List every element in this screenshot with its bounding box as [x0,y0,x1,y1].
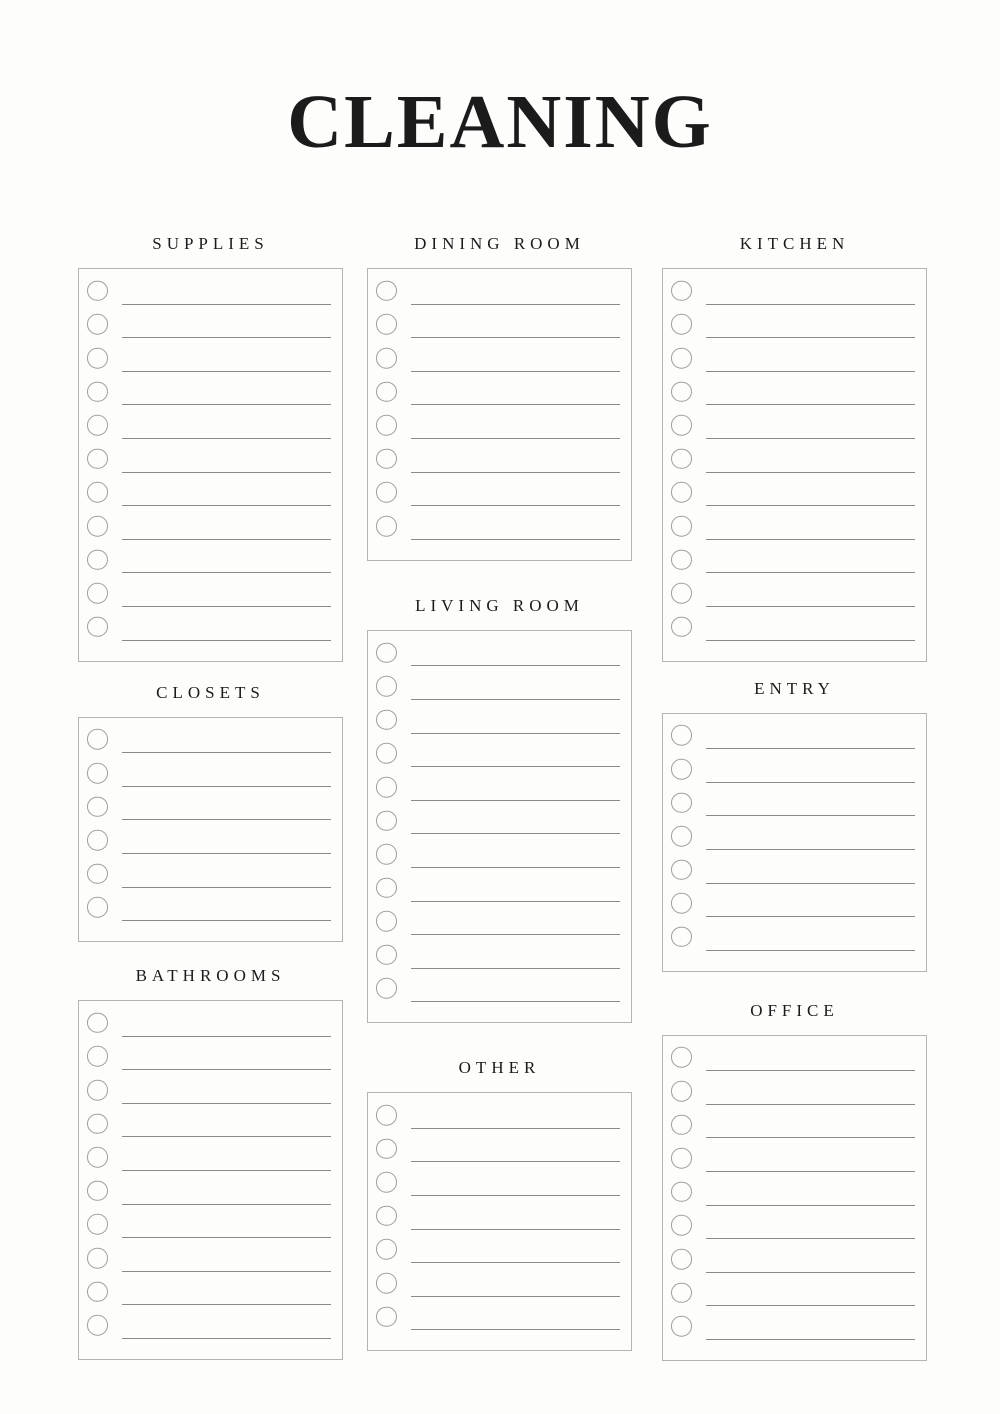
write-in-line[interactable] [122,606,331,607]
checklist-row [87,341,333,375]
write-in-line[interactable] [706,304,915,305]
checkbox-circle-icon[interactable] [376,1306,397,1327]
write-in-line[interactable] [411,833,620,834]
checklist-row [87,823,333,857]
write-in-line[interactable] [706,782,915,783]
write-in-line[interactable] [706,1272,915,1273]
write-in-line[interactable] [122,1204,331,1205]
checklist-row [671,375,917,409]
checkbox-circle-icon[interactable] [87,482,108,503]
write-in-line[interactable] [122,819,331,820]
checkbox-circle-icon[interactable] [87,863,108,884]
checkbox-circle-icon[interactable] [671,381,692,402]
checklist-box-other [367,1092,632,1351]
write-in-line[interactable] [411,1001,620,1002]
checkbox-circle-icon[interactable] [87,729,108,750]
checklist-row [87,543,333,577]
write-in-line[interactable] [706,404,915,405]
checkbox-circle-icon[interactable] [376,448,397,469]
section-title: CLOSETS [156,682,265,702]
checklist-row [376,476,622,510]
checklist-row [87,308,333,342]
checkbox-circle-icon[interactable] [376,911,397,932]
checkbox-circle-icon[interactable] [87,415,108,436]
checkbox-circle-icon[interactable] [671,415,692,436]
write-in-line[interactable] [706,1339,915,1340]
checkbox-circle-icon[interactable] [87,1147,108,1168]
checklist-row [376,1233,622,1267]
checkbox-circle-icon[interactable] [671,448,692,469]
checkbox-circle-icon[interactable] [87,616,108,637]
checklist-row [376,837,622,871]
checklist-row [87,756,333,790]
checkbox-circle-icon[interactable] [87,763,108,784]
checklist-row [87,576,333,610]
checkbox-circle-icon[interactable] [87,281,108,302]
checklist-row [376,308,622,342]
write-in-line[interactable] [122,1271,331,1272]
checklist-row [376,274,622,308]
write-in-line[interactable] [706,849,915,850]
write-in-line[interactable] [411,968,620,969]
checkbox-circle-icon[interactable] [87,1281,108,1302]
write-in-line[interactable] [411,371,620,372]
checklist-row [87,274,333,308]
checklist-row [87,1006,333,1040]
write-in-line[interactable] [411,539,620,540]
checkbox-circle-icon[interactable] [376,1105,397,1126]
checkbox-circle-icon[interactable] [376,844,397,865]
checkbox-circle-icon[interactable] [376,281,397,302]
checkbox-circle-icon[interactable] [87,897,108,918]
checkbox-circle-icon[interactable] [376,945,397,966]
checklist-row [671,274,917,308]
checkbox-circle-icon[interactable] [671,1215,692,1236]
write-in-line[interactable] [706,505,915,506]
write-in-line[interactable] [122,539,331,540]
write-in-line[interactable] [122,572,331,573]
checklist-row [376,636,622,670]
write-in-line[interactable] [411,1161,620,1162]
checkbox-circle-icon[interactable] [376,1273,397,1294]
write-in-line[interactable] [411,337,620,338]
write-in-line[interactable] [411,766,620,767]
write-in-line[interactable] [411,699,620,700]
write-in-line[interactable] [706,539,915,540]
checklist-row [87,891,333,925]
write-in-line[interactable] [706,1171,915,1172]
checklist-row [671,1074,917,1108]
write-in-line[interactable] [706,748,915,749]
column-left [78,0,343,1360]
checkbox-circle-icon[interactable] [87,1214,108,1235]
write-in-line[interactable] [122,1304,331,1305]
write-in-line[interactable] [122,472,331,473]
write-in-line[interactable] [122,1136,331,1137]
checklist-row [671,1175,917,1209]
checkbox-circle-icon[interactable] [671,1316,692,1337]
checklist-row [87,442,333,476]
write-in-line[interactable] [411,472,620,473]
checkbox-circle-icon[interactable] [376,810,397,831]
checklist-row [376,1199,622,1233]
write-in-line[interactable] [411,901,620,902]
checklist-row [376,770,622,804]
checklist-box-entry [662,713,927,972]
checklist-row [376,972,622,1006]
checkbox-circle-icon[interactable] [671,482,692,503]
checklist-row [671,341,917,375]
write-in-line[interactable] [706,606,915,607]
checklist-row [376,703,622,737]
checklist-box-bathrooms [78,1000,343,1360]
checklist-row [671,1309,917,1343]
checklist-box-closets [78,717,343,943]
checkbox-circle-icon[interactable] [87,830,108,851]
checkbox-circle-icon[interactable] [671,1182,692,1203]
checklist-box-office [662,1035,927,1361]
write-in-line[interactable] [706,572,915,573]
checklist-row [671,1141,917,1175]
write-in-line[interactable] [706,1104,915,1105]
section-office [662,1001,927,1361]
checkbox-circle-icon[interactable] [87,1013,108,1034]
checkbox-circle-icon[interactable] [376,1172,397,1193]
write-in-line[interactable] [706,1305,915,1306]
checklist-row [87,509,333,543]
write-in-line[interactable] [706,883,915,884]
checkbox-circle-icon[interactable] [87,1315,108,1336]
checklist-row [376,408,622,442]
section-title: DINING ROOM [414,234,585,253]
write-in-line[interactable] [411,505,620,506]
write-in-line[interactable] [411,867,620,868]
write-in-line[interactable] [411,304,620,305]
section-title: BATHROOMS [135,966,286,986]
write-in-line[interactable] [706,640,915,641]
checklist-row [376,804,622,838]
write-in-line[interactable] [122,438,331,439]
checkbox-circle-icon[interactable] [87,796,108,817]
write-in-line[interactable] [122,640,331,641]
write-in-line[interactable] [706,1205,915,1206]
checkbox-circle-icon[interactable] [376,1206,397,1227]
checkbox-circle-icon[interactable] [671,1249,692,1270]
checklist-row [376,375,622,409]
checklist-row [87,1107,333,1141]
checklist-row [87,1241,333,1275]
checklist-row [671,1209,917,1243]
checkbox-circle-icon[interactable] [87,381,108,402]
section-bathrooms [78,966,343,1360]
checkbox-circle-icon[interactable] [87,1248,108,1269]
checkbox-circle-icon[interactable] [671,348,692,369]
checkbox-circle-icon[interactable] [671,893,692,914]
checkbox-circle-icon[interactable] [376,642,397,663]
checklist-box-dining-room [367,268,632,561]
checklist-row [671,752,917,786]
checkbox-circle-icon[interactable] [87,448,108,469]
checkbox-circle-icon[interactable] [671,516,692,537]
write-in-line[interactable] [122,752,331,753]
checkbox-circle-icon[interactable] [671,759,692,780]
checkbox-circle-icon[interactable] [87,583,108,604]
checklist-row [671,719,917,753]
checklist-row [671,819,917,853]
checkbox-circle-icon[interactable] [671,1047,692,1068]
section-entry [662,679,927,972]
checklist-row [376,669,622,703]
section-title: SUPPLIES [152,234,269,253]
write-in-line[interactable] [706,1137,915,1138]
checkbox-circle-icon[interactable] [87,348,108,369]
write-in-line[interactable] [706,916,915,917]
write-in-line[interactable] [122,887,331,888]
checklist-row [87,1174,333,1208]
write-in-line[interactable] [706,815,915,816]
checklist-row [671,408,917,442]
section-title: OTHER [458,1058,541,1078]
checkbox-circle-icon[interactable] [671,826,692,847]
checklist-row [87,1208,333,1242]
checklist-row [87,723,333,757]
checkbox-circle-icon[interactable] [87,1181,108,1202]
write-in-line[interactable] [706,950,915,951]
checklist-row [376,1266,622,1300]
write-in-line[interactable] [122,1103,331,1104]
section-other [367,1058,632,1351]
checkbox-circle-icon[interactable] [671,927,692,948]
section-title: OFFICE [750,1000,839,1020]
checklist-row [376,1132,622,1166]
section-kitchen [662,234,927,662]
write-in-line[interactable] [411,1329,620,1330]
checkbox-circle-icon[interactable] [376,1138,397,1159]
checkbox-circle-icon[interactable] [376,978,397,999]
write-in-line[interactable] [411,800,620,801]
checkbox-circle-icon[interactable] [671,1081,692,1102]
column-right [662,0,927,1361]
checkbox-circle-icon[interactable] [87,1080,108,1101]
checkbox-circle-icon[interactable] [87,516,108,537]
checkbox-circle-icon[interactable] [376,482,397,503]
section-supplies [78,234,343,662]
checklist-row [87,1308,333,1342]
checklist-row [87,790,333,824]
write-in-line[interactable] [122,505,331,506]
checklist-row [87,476,333,510]
checklist-row [87,408,333,442]
checklist-row [376,737,622,771]
checklist-row [671,1041,917,1075]
checkbox-circle-icon[interactable] [376,381,397,402]
write-in-line[interactable] [411,1296,620,1297]
checkbox-circle-icon[interactable] [671,1114,692,1135]
write-in-line[interactable] [706,438,915,439]
write-in-line[interactable] [122,337,331,338]
write-in-line[interactable] [411,733,620,734]
checklist-row [376,938,622,972]
checklist-row [87,610,333,644]
checkbox-circle-icon[interactable] [376,314,397,335]
section-title: LIVING ROOM [415,595,584,615]
checkbox-circle-icon[interactable] [671,859,692,880]
checkbox-circle-icon[interactable] [376,348,397,369]
checklist-row [671,853,917,887]
checkbox-circle-icon[interactable] [671,281,692,302]
write-in-line[interactable] [122,853,331,854]
checklist-row [87,1040,333,1074]
page-title: CLEANING [287,80,713,164]
checklist-row [87,1275,333,1309]
checkbox-circle-icon[interactable] [671,314,692,335]
checkbox-circle-icon[interactable] [671,725,692,746]
checklist-row [671,543,917,577]
write-in-line[interactable] [706,371,915,372]
checklist-row [376,442,622,476]
checkbox-circle-icon[interactable] [376,709,397,730]
write-in-line[interactable] [411,1195,620,1196]
write-in-line[interactable] [706,337,915,338]
checkbox-circle-icon[interactable] [376,1239,397,1260]
checklist-row [671,442,917,476]
checklist-box-kitchen [662,268,927,662]
write-in-line[interactable] [411,438,620,439]
checkbox-circle-icon[interactable] [671,1148,692,1169]
checklist-row [671,476,917,510]
section-dining-room [367,234,632,561]
checklist-row [87,1073,333,1107]
section-title: KITCHEN [739,234,850,253]
write-in-line[interactable] [122,1069,331,1070]
checklist-row [376,1165,622,1199]
write-in-line[interactable] [411,1262,620,1263]
checklist-row [376,905,622,939]
write-in-line[interactable] [122,1237,331,1238]
checkbox-circle-icon[interactable] [376,415,397,436]
section-title: ENTRY [754,678,835,698]
checklist-row [671,576,917,610]
write-in-line[interactable] [706,1238,915,1239]
checkbox-circle-icon[interactable] [671,616,692,637]
checklist-box-supplies [78,268,343,662]
checkbox-circle-icon[interactable] [671,583,692,604]
checkbox-circle-icon[interactable] [671,1282,692,1303]
write-in-line[interactable] [122,371,331,372]
write-in-line[interactable] [122,1338,331,1339]
checkbox-circle-icon[interactable] [671,549,692,570]
write-in-line[interactable] [706,472,915,473]
checklist-row [671,610,917,644]
checklist-row [671,1242,917,1276]
write-in-line[interactable] [122,1170,331,1171]
checklist-row [376,1098,622,1132]
write-in-line[interactable] [122,786,331,787]
checklist-box-living-room [367,630,632,1024]
checkbox-circle-icon[interactable] [671,792,692,813]
checklist-row [671,509,917,543]
write-in-line[interactable] [411,404,620,405]
checklist-row [671,786,917,820]
write-in-line[interactable] [411,1229,620,1230]
checkbox-circle-icon[interactable] [87,1113,108,1134]
checklist-row [87,375,333,409]
checklist-row [671,887,917,921]
write-in-line[interactable] [122,304,331,305]
checkbox-circle-icon[interactable] [376,516,397,537]
checkbox-circle-icon[interactable] [376,877,397,898]
write-in-line[interactable] [411,1128,620,1129]
write-in-line[interactable] [122,1036,331,1037]
checklist-row [87,1140,333,1174]
checklist-row [671,308,917,342]
checklist-row [376,871,622,905]
checkbox-circle-icon[interactable] [87,549,108,570]
checkbox-circle-icon[interactable] [87,314,108,335]
write-in-line[interactable] [122,404,331,405]
checkbox-circle-icon[interactable] [376,777,397,798]
section-closets [78,683,343,943]
write-in-line[interactable] [706,1070,915,1071]
checklist-row [671,1108,917,1142]
checkbox-circle-icon[interactable] [376,743,397,764]
write-in-line[interactable] [411,934,620,935]
checkbox-circle-icon[interactable] [87,1046,108,1067]
checkbox-circle-icon[interactable] [376,676,397,697]
checklist-row [376,341,622,375]
checklist-row [376,509,622,543]
checklist-row [671,920,917,954]
checklist-row [87,857,333,891]
section-living-room [367,596,632,1024]
checklist-row [671,1276,917,1310]
write-in-line[interactable] [122,920,331,921]
column-middle [367,0,632,1351]
checklist-row [376,1300,622,1334]
write-in-line[interactable] [411,665,620,666]
